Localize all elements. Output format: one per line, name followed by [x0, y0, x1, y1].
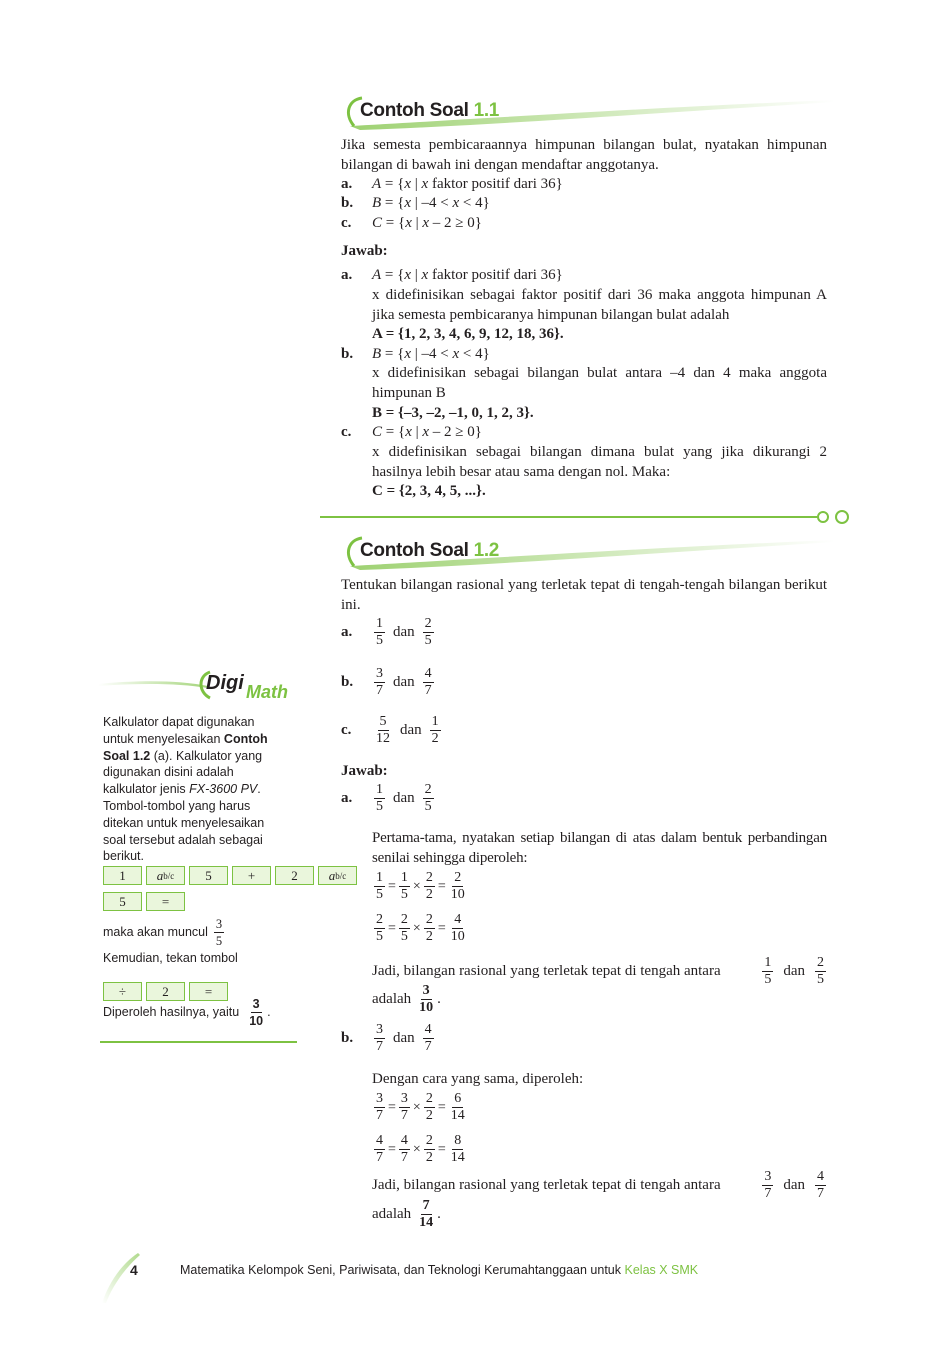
calc-key-5: 5 — [189, 866, 228, 885]
calc-key-equals: = — [189, 982, 228, 1001]
a2-b-conclusion: Jadi, bilangan rasional yang terletak tepat di tengah antara $\frac{3}{7}$ dan $\frac{4}{7}$ — [372, 1169, 824, 1201]
calc-key-equals: = — [146, 892, 185, 911]
q2-a: a. $\frac{1}{5}$ dan $\frac{2}{5}$ — [341, 616, 432, 648]
a2-a-eq2: $\frac{2}{5}$ = $\frac{2}{5}$ × $\frac{2}{2}$ = $\frac{4}{10}$ — [376, 912, 465, 944]
digimath-next: Kemudian, tekan tombol — [103, 951, 238, 965]
a2-b-heading: b. $\frac{3}{7}$ dan $\frac{4}{7}$ — [341, 1022, 432, 1054]
calc-key-divide: ÷ — [103, 982, 142, 1001]
example-1-2-intro: Tentukan bilangan rasional yang terletak tepat di tengah-tengah bilangan berikut ini. — [341, 577, 827, 613]
a2-b-eq2: $\frac{4}{7}$ = $\frac{4}{7}$ × $\frac{2}{2}$ = $\frac{8}{14}$ — [376, 1133, 465, 1165]
calc-key-plus: + — [232, 866, 271, 885]
example-title: Contoh Soal 1.2 — [360, 540, 500, 561]
a2-b-result: adalah $\frac{7}{14}$ . — [372, 1198, 441, 1230]
example-1-2-header — [340, 536, 840, 570]
answer-b-result: B = {–3, –2, –1, 0, 1, 2, 3}. — [372, 405, 534, 421]
answer-a-explanation: x didefinisikan sebagai faktor positif dari 36 maka anggota himpunan A jika semesta pembicaranya himpunan bilangan bulat adalah — [372, 287, 827, 323]
answer-label: Jawab: — [341, 243, 388, 259]
divider-ring-icon — [835, 510, 849, 524]
sidebar-divider — [100, 1041, 297, 1043]
q2-b: b. $\frac{3}{7}$ dan $\frac{4}{7}$ — [341, 666, 432, 698]
answer-label-2: Jawab: — [341, 763, 388, 779]
calculator-keys-row1 — [103, 866, 357, 885]
section-divider — [320, 516, 820, 518]
footer-book-title: Matematika Kelompok Seni, Pariwisata, dan Teknologi Kerumahtanggaan untuk Kelas X SMK — [180, 1263, 699, 1277]
a2-b-text: Dengan cara yang sama, diperoleh: — [372, 1071, 584, 1087]
calc-key-fraction: a b/c — [318, 866, 357, 885]
digimath-result: Diperoleh hasilnya, yaitu $\frac{3}{10}$ . — [103, 997, 271, 1028]
example-1-1-intro: Jika semesta pembicaraannya himpunan bilangan bulat, nyatakan himpunan bilangan di bawah ini dengan mendaftar anggotanya. — [341, 137, 827, 173]
a2-a-text: Pertama-tama, nyatakan setiap bilangan di atas dalam bentuk perbandingan senilai sehingga diperoleh: — [372, 830, 827, 866]
question-b: b. B = {x | –4 < x < 4} — [341, 195, 490, 211]
page-number: 4 — [130, 1262, 138, 1278]
footer-swoosh-icon — [98, 1245, 158, 1305]
answer-c-explanation: x didefinisikan sebagai bilangan dimana bulat yang jika dikurangi 2 hasilnya lebih besar atau sama dengan nol. Maka: — [372, 444, 827, 480]
answer-a: a. A = {x | x faktor positif dari 36} — [341, 267, 563, 283]
calc-key-5: 5 — [103, 892, 142, 911]
a2-a-eq1: $\frac{1}{5}$ = $\frac{1}{5}$ × $\frac{2}{2}$ = $\frac{2}{10}$ — [376, 870, 465, 902]
a2-a-result: adalah $\frac{3}{10}$ . — [372, 983, 441, 1015]
a2-b-eq1: $\frac{3}{7}$ = $\frac{3}{7}$ × $\frac{2}{2}$ = $\frac{6}{14}$ — [376, 1091, 465, 1123]
example-1-1-header — [340, 96, 840, 130]
digimath-appear: maka akan muncul $\frac{3}{5}$ — [103, 917, 223, 948]
calculator-keys-row2 — [103, 892, 185, 911]
calc-key-2: 2 — [275, 866, 314, 885]
digimath-logo: Digi Math — [98, 664, 298, 704]
a2-a-heading: a. $\frac{1}{5}$ dan $\frac{2}{5}$ — [341, 782, 432, 814]
calc-key-1: 1 — [103, 866, 142, 885]
answer-a-result: A = {1, 2, 3, 4, 6, 9, 12, 18, 36}. — [372, 326, 564, 342]
answer-c-result: C = {2, 3, 4, 5, ...}. — [372, 483, 486, 499]
digimath-text: Kalkulator dapat digunakan untuk menyelesaikan Contoh Soal 1.2 (a). Kalkulator yang digunakan disini adalah kalkulator jenis FX-3600 PV. Tombol-tombol yang harus ditekan untuk menyelesaikan soal tersebut adalah sebagai berikut. — [103, 715, 268, 864]
calc-key-2: 2 — [146, 982, 185, 1001]
question-a: a. A = {x | x faktor positif dari 36} — [341, 176, 563, 192]
answer-c: c. C = {x | x – 2 ≥ 0} — [341, 424, 482, 440]
answer-b: b. B = {x | –4 < x < 4} — [341, 346, 490, 362]
example-title: Contoh Soal 1.1 — [360, 100, 500, 121]
question-c: c. C = {x | x – 2 ≥ 0} — [341, 215, 482, 231]
answer-b-explanation: x didefinisikan sebagai bilangan bulat antara –4 dan 4 maka anggota himpunan B — [372, 365, 827, 401]
a2-a-conclusion: Jadi, bilangan rasional yang terletak tepat di tengah antara $\frac{1}{5}$ dan $\frac{2}{5}$ — [372, 955, 824, 987]
q2-c: c. $\frac{5}{12}$ dan $\frac{1}{2}$ — [341, 714, 439, 746]
divider-ring-icon — [817, 511, 829, 523]
calc-key-fraction: a b/c — [146, 866, 185, 885]
